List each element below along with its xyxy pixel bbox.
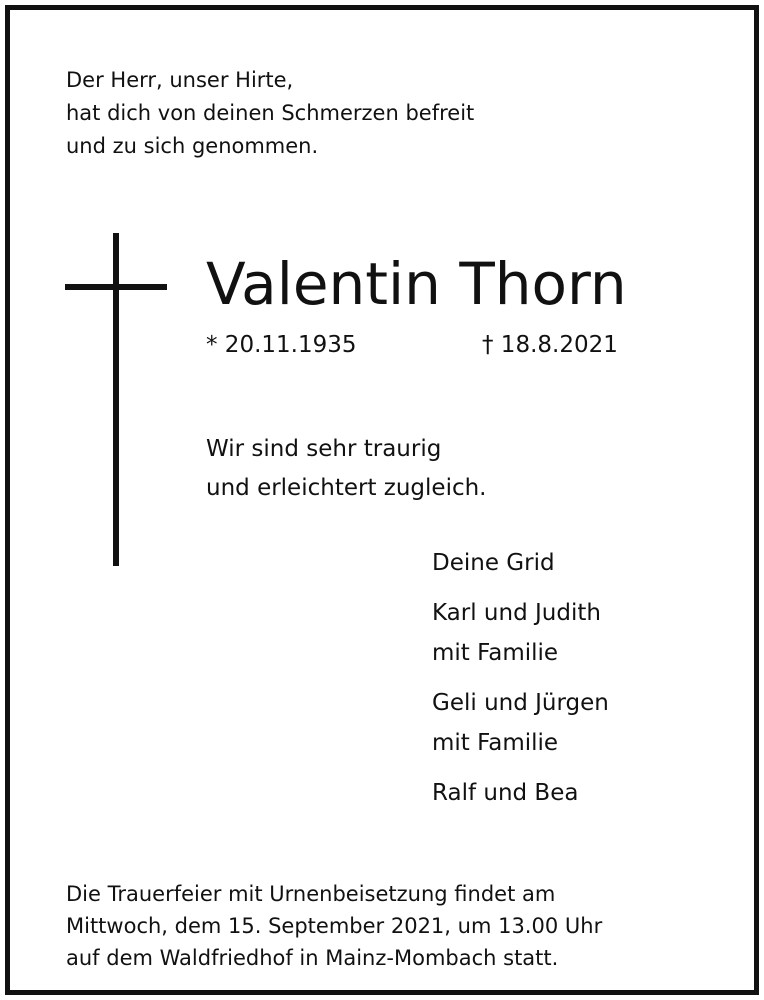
mourner-line: mit Familie bbox=[432, 730, 559, 756]
birth-date: * 20.11.1935 bbox=[206, 332, 357, 358]
mourner-entry bbox=[432, 683, 609, 763]
opening-verse bbox=[66, 64, 474, 163]
mourner-entry bbox=[432, 593, 609, 673]
mourner-line: Ralf und Bea bbox=[432, 780, 579, 806]
verse-line: Der Herr, unser Hirte, bbox=[66, 68, 294, 92]
service-line: Die Trauerfeier mit Urnenbeisetzung findet am bbox=[66, 882, 556, 906]
verse-line: hat dich von deinen Schmerzen befreit bbox=[66, 101, 475, 125]
verse-line: und zu sich genommen. bbox=[66, 134, 319, 158]
mourner-line: Geli und Jürgen bbox=[432, 690, 609, 716]
death-date: † 18.8.2021 bbox=[482, 332, 618, 358]
mourner-entry bbox=[432, 773, 609, 813]
service-announcement bbox=[66, 878, 602, 974]
mourner-line: Deine Grid bbox=[432, 550, 555, 576]
mourner-line: Karl und Judith bbox=[432, 600, 601, 626]
sentiment-line: und erleichtert zugleich. bbox=[206, 475, 487, 501]
deceased-name: Valentin Thorn bbox=[206, 250, 627, 318]
cross-vertical-bar bbox=[113, 233, 119, 566]
sentiment-line: Wir sind sehr traurig bbox=[206, 436, 442, 462]
service-line: auf dem Waldfriedhof in Mainz-Mombach statt. bbox=[66, 946, 559, 970]
sentiment-text bbox=[206, 430, 487, 508]
cross-horizontal-bar bbox=[65, 284, 167, 290]
mourner-line: mit Familie bbox=[432, 640, 559, 666]
service-line: Mittwoch, dem 15. September 2021, um 13.00 Uhr bbox=[66, 914, 603, 938]
mourner-entry bbox=[432, 543, 609, 583]
mourners-list bbox=[432, 543, 609, 823]
